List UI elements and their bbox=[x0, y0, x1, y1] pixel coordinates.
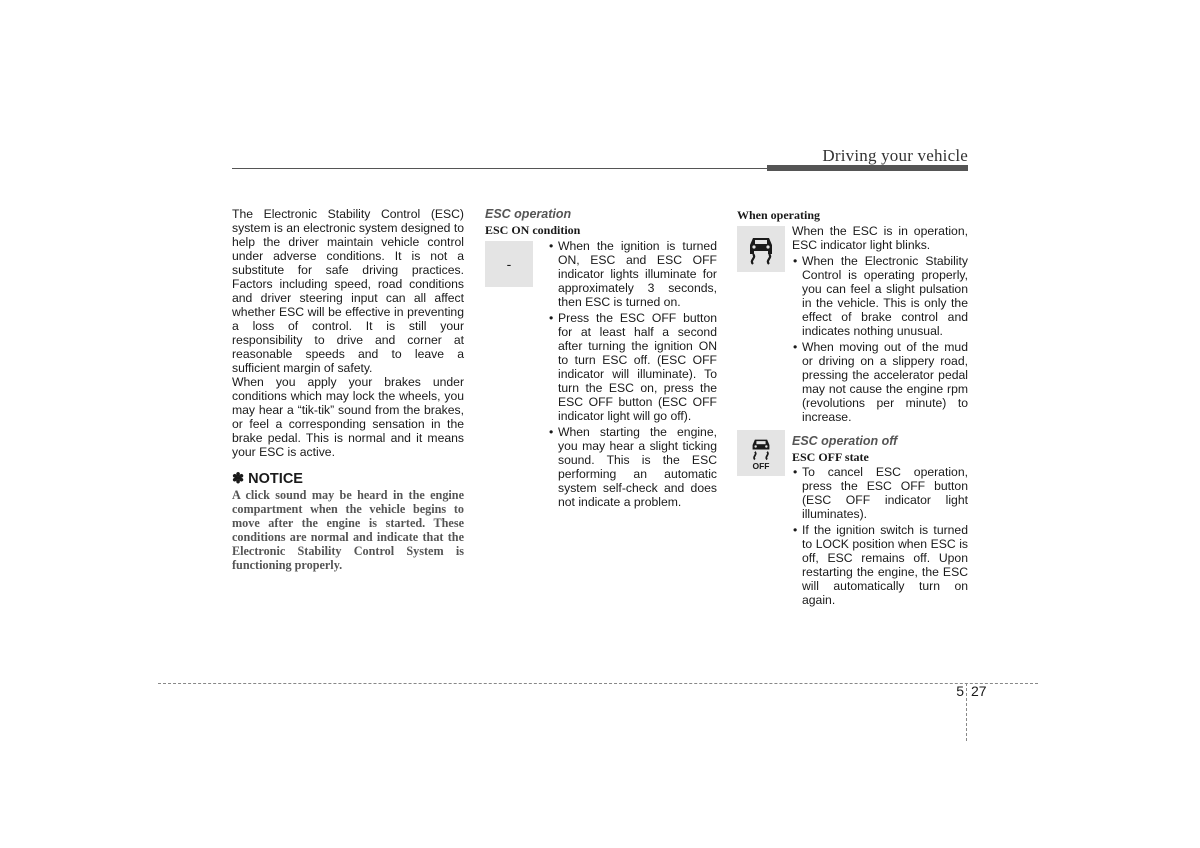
notice-title: ✽ NOTICE bbox=[232, 471, 303, 487]
page-number: 27 bbox=[971, 683, 987, 699]
when-operating-title: When operating bbox=[737, 208, 821, 222]
list-item: • When the ignition is turned ON, ESC and ESC OFF indicator lights illuminate for approximately 3 seconds, then ESC is turned on. bbox=[548, 239, 717, 309]
header-bar bbox=[767, 165, 968, 171]
esc-on-bullet-list bbox=[548, 239, 717, 509]
notice-text: A click sound may be heard in the engine compartment when the vehicle begins to move after the engine is started. These conditions are normal and indicate that the Electronic Stability Control System is functioning properly. bbox=[232, 488, 464, 572]
list-item: • Press the ESC OFF button for at least half a second after turning the ignition ON to turn ESC off. (ESC OFF indicator will illuminate). To turn the ESC on, press the ESC OFF button (ESC OFF indicator light will go off). bbox=[548, 311, 717, 423]
page-header-title: Driving your vehicle bbox=[822, 146, 968, 165]
column-left bbox=[232, 207, 464, 572]
when-operating-bullet-list bbox=[792, 254, 968, 424]
column-middle bbox=[485, 207, 717, 511]
list-item: • When moving out of the mud or driving on a slippery road, pressing the accelerator pedal may not cause the engine rpm (revolutions per minute) to increase. bbox=[792, 340, 968, 424]
esc-operation-off-title: ESC operation off bbox=[792, 434, 898, 448]
esc-operation-title: ESC operation bbox=[485, 207, 572, 221]
esc-off-state-title: ESC OFF state bbox=[792, 450, 869, 464]
header-rule bbox=[232, 168, 767, 169]
esc-indicator-icon bbox=[737, 226, 785, 272]
off-icon-label: OFF bbox=[752, 461, 770, 471]
esc-on-condition-title: ESC ON condition bbox=[485, 223, 581, 237]
esc-off-indicator-icon bbox=[737, 430, 785, 476]
footer-divider bbox=[966, 683, 967, 741]
when-operating-intro: When the ESC is in operation, ESC indicator light blinks. bbox=[792, 224, 968, 252]
list-item: • When starting the engine, you may hear a slight ticking sound. This is the ESC performing an automatic system self-check and does not indicate a problem. bbox=[548, 425, 717, 509]
esc-skid-car-icon bbox=[744, 232, 778, 266]
list-item: • When the Electronic Stability Control is operating properly, you can feel a slight pulsation in the vehicle. This is only the effect of brake control and indicates nothing unusual. bbox=[792, 254, 968, 338]
footer-rule bbox=[158, 683, 1038, 684]
esc-off-skid-car-icon bbox=[748, 435, 774, 461]
placeholder-dash: - bbox=[506, 256, 512, 272]
esc-off-bullet-list bbox=[792, 465, 968, 607]
esc-intro-paragraph: The Electronic Stability Control (ESC) system is an electronic system designed to help the driver maintain vehicle control under adverse conditions. It is not a substitute for safe driving practices. Factors including speed, road conditions and driver steering input can all affect whether ESC will be effective in preventing a loss of control. It is still your responsibility to drive and corner at reasonable speeds and to leave a sufficient margin of safety. bbox=[232, 207, 464, 375]
list-item: • If the ignition switch is turned to LOCK position when ESC is off, ESC remains off. Upon restarting the engine, the ESC will automatically turn on again. bbox=[792, 523, 968, 607]
column-right bbox=[737, 207, 968, 609]
page-chapter-number: 5 bbox=[956, 683, 964, 699]
esc-brake-paragraph: When you apply your brakes under conditions which may lock the wheels, you may hear a “tik-tik” sound from the brakes, or feel a corresponding sensation in the brake pedal. This is normal and it means your ESC is active. bbox=[232, 375, 464, 459]
esc-on-icon-placeholder bbox=[485, 241, 533, 287]
list-item: • To cancel ESC operation, press the ESC OFF button (ESC OFF indicator light illuminates). bbox=[792, 465, 968, 521]
